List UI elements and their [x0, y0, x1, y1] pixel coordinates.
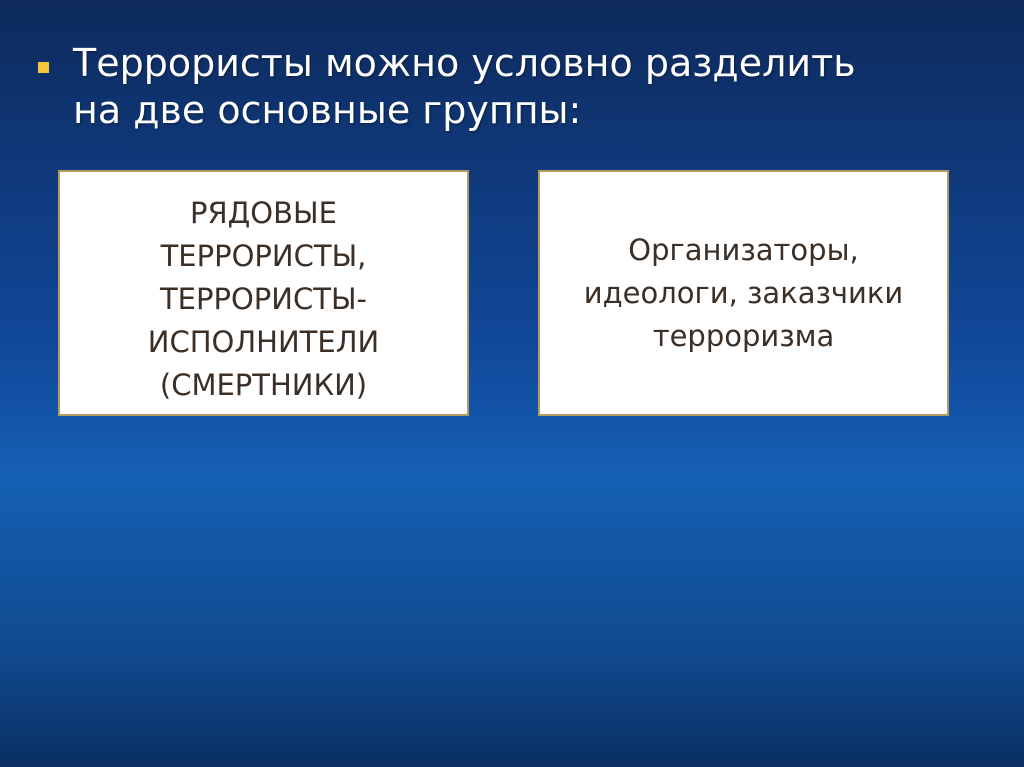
square-bullet-icon [38, 62, 49, 73]
slide-heading [73, 40, 856, 134]
heading-line: Террористы можно условно разделить [73, 41, 856, 85]
group-text-line: ТЕРРОРИСТЫ- [159, 282, 368, 316]
group-text-line: терроризма [652, 319, 835, 353]
group-text-line: ИСПОЛНИТЕЛИ [147, 325, 380, 359]
group-text-line: РЯДОВЫЕ [190, 196, 337, 230]
group-text-line: (СМЕРТНИКИ) [159, 368, 368, 402]
heading-line: на две основные группы: [73, 88, 582, 132]
group-box-rank-and-file [58, 170, 469, 416]
group-text-line: идеологи, заказчики [583, 276, 904, 310]
group-box-organizers [538, 170, 949, 416]
bullet-item [38, 40, 998, 134]
group-text-line: Организаторы, [628, 233, 859, 267]
group-text-line: ТЕРРОРИСТЫ, [160, 239, 367, 273]
